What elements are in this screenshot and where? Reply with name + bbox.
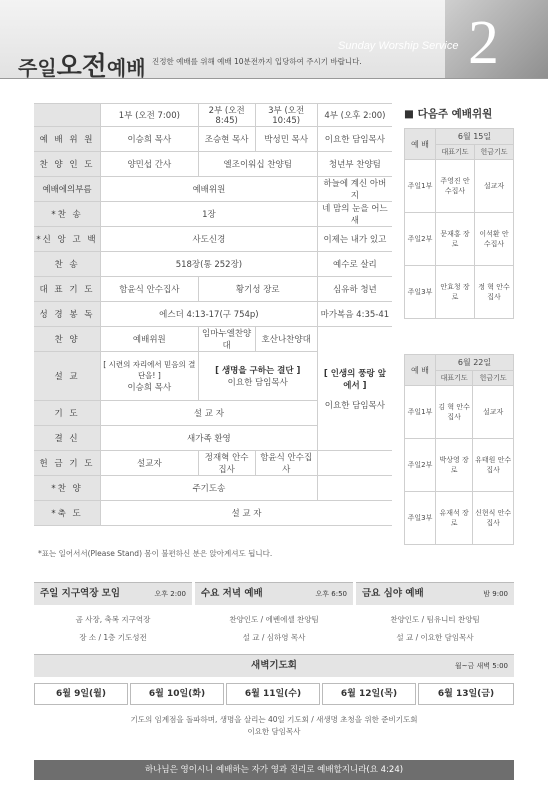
sunday-meeting-line-2: 장 소 / 1층 기도성전 — [79, 633, 147, 642]
row-label: *신 앙 고 백 — [34, 227, 101, 252]
table-cell: 이승희 목사 — [101, 127, 199, 152]
footer-verse: 하나님은 영이시니 예배하는 자가 영과 진리로 예배할지니라(요 4:24) — [34, 760, 514, 780]
title-part-2: 오전 — [56, 52, 107, 82]
table-cell: 주일2부 — [405, 439, 436, 492]
header-english-title: Sunday Worship Service — [338, 40, 459, 52]
table-cell: 심유하 청년 — [317, 277, 392, 302]
table-cell: 안효청 장로 — [436, 266, 475, 319]
table-row — [405, 386, 514, 439]
table-cell: 6월 15일 — [436, 129, 514, 145]
row-label: 예배에의부름 — [34, 177, 101, 202]
table-cell: 청년부 찬양팀 — [317, 152, 392, 177]
table-row — [34, 451, 392, 476]
service-4-header: 4부 (오후 2:00) — [317, 104, 392, 127]
friday-service-bar — [356, 582, 514, 605]
dawn-date: 6월 13일(금) — [418, 683, 514, 705]
row-label: 찬 송 — [34, 252, 101, 277]
table-cell: 이제는 내가 있고 — [317, 227, 392, 252]
table-cell: 설 교 자 — [101, 501, 393, 526]
header-description: 진정한 예배를 위해 예배 10분전까지 입당하여 주시기 바랍니다. — [152, 57, 362, 66]
table-cell: 설교자 — [101, 451, 199, 476]
sunday-meeting-line-1: 곰 사장, 축복 지구역장 — [75, 615, 151, 624]
wednesday-service-bar — [195, 582, 353, 605]
table-cell: 호산나찬양대 — [255, 327, 317, 352]
table-row — [34, 277, 392, 302]
table-cell: 하늘에 계신 아버지 — [317, 177, 392, 202]
row-label: 예 배 위 원 — [34, 127, 101, 152]
table-row — [405, 266, 514, 319]
table-row — [405, 439, 514, 492]
table-cell: 헌금기도 — [475, 144, 514, 160]
wednesday-service-line-1: 찬양인도 / 에벤에셀 찬양팀 — [229, 615, 319, 624]
dawn-date: 6월 12일(목) — [322, 683, 416, 705]
worship-order-table — [34, 103, 392, 526]
table-cell: 새가족 환영 — [101, 426, 318, 451]
table-cell: 주일2부 — [405, 213, 436, 266]
table-cell: 설교자 — [475, 160, 514, 213]
table-cell: 네 맘의 눈을 어느새 — [317, 202, 392, 227]
table-cell: 주일3부 — [405, 266, 436, 319]
dawn-prayer-time: 월~금 새벽 5:00 — [454, 662, 508, 670]
table-cell: 마가복음 4:35-41 — [317, 302, 392, 327]
table-row — [405, 213, 514, 266]
table-cell: 문재홍 장로 — [436, 213, 475, 266]
table-cell: 1장 — [101, 202, 318, 227]
table-cell: 설교자 — [473, 386, 514, 439]
header-blank-cell — [34, 104, 101, 127]
dawn-prayer-dates — [34, 683, 514, 705]
table-cell: 신현식 안수집사 — [473, 492, 514, 545]
row-label: 결 신 — [34, 426, 101, 451]
side-title: ■ 다음주 예배위원 — [404, 108, 493, 120]
table-cell: 에스더 4:13-17(구 754p) — [101, 302, 318, 327]
sunday-meeting-bar — [34, 582, 192, 605]
table-row — [405, 492, 514, 545]
row-label: 설 교 — [34, 352, 101, 401]
table-cell: 엘조이워십 찬양팀 — [198, 152, 317, 177]
table-cell: 양민섭 간사 — [101, 152, 199, 177]
table-cell: 주일1부 — [405, 386, 436, 439]
table-row — [34, 202, 392, 227]
table-row — [34, 177, 392, 202]
table-cell: 대표기도 — [436, 144, 475, 160]
dawn-date: 6월 10일(화) — [130, 683, 224, 705]
table-cell: 이요한 담임목사 — [317, 127, 392, 152]
table-cell: 함윤식 안수집사 — [255, 451, 317, 476]
friday-service-line-2: 설 교 / 이요한 담임목사 — [396, 633, 474, 642]
table-cell: 임마누엘찬양대 — [198, 327, 255, 352]
next-week-table-2 — [404, 354, 514, 545]
row-label: 헌 금 기 도 — [34, 451, 101, 476]
friday-service-time: 밤 9:00 — [483, 590, 508, 598]
table-cell: 이석환 안수집사 — [475, 213, 514, 266]
table-cell: 박상영 장로 — [436, 439, 473, 492]
dawn-prayer-desc: 기도의 임계점을 돌파하며, 생명을 살리는 40일 기도회 / 새생명 초청을 위한 준비기도회 — [130, 715, 418, 724]
sunday-meeting-time: 오후 2:00 — [154, 590, 186, 598]
wednesday-service-line-2: 설 교 / 심하영 목사 — [242, 633, 306, 642]
table-cell: 김 혁 안수집사 — [436, 386, 473, 439]
table-row — [34, 501, 392, 526]
table-cell: 6월 22일 — [436, 355, 514, 371]
table-row — [34, 252, 392, 277]
table-cell: 예 배 — [405, 355, 436, 386]
table-cell: 주일1부 — [405, 160, 436, 213]
table-cell: 설 교 자 — [101, 401, 318, 426]
title-part-1: 주일 — [18, 56, 57, 80]
title-part-3: 예배 — [106, 56, 146, 80]
sermon-1-pastor: 이승희 목사 — [127, 383, 172, 393]
table-row — [34, 152, 392, 177]
row-label: 찬 양 인 도 — [34, 152, 101, 177]
dawn-date: 6월 11일(수) — [226, 683, 320, 705]
service-1-header: 1부 (오전 7:00) — [101, 104, 199, 127]
table-cell: 유태원 안수집사 — [473, 439, 514, 492]
row-label: *찬 양 — [34, 476, 101, 501]
page-title — [18, 46, 146, 83]
sermon-2-title: [ 생명을 구하는 결단 ] — [215, 366, 301, 376]
row-label: *찬 송 — [34, 202, 101, 227]
schedule-box — [34, 582, 514, 736]
dawn-date: 6월 9일(월) — [34, 683, 128, 705]
table-row — [34, 302, 392, 327]
row-label: 대 표 기 도 — [34, 277, 101, 302]
wednesday-service-title: 수요 저녁 예배 — [201, 588, 263, 599]
dawn-prayer-pastor: 이요한 담임목사 — [247, 727, 301, 736]
table-cell: 함윤식 안수집사 — [101, 277, 199, 302]
table-cell: 예수로 살리 — [317, 252, 392, 277]
table-cell — [317, 451, 392, 476]
page-number: 2 — [468, 9, 499, 77]
table-row — [34, 227, 392, 252]
table-row — [405, 160, 514, 213]
next-week-table-1 — [404, 128, 514, 319]
table-cell: 예 배 — [405, 129, 436, 160]
service-3-header: 3부 (오전 10:45) — [255, 104, 317, 127]
row-label: 기 도 — [34, 401, 101, 426]
sermon-1-title: [ 시련의 자리에서 믿음의 결단을! ] — [103, 360, 196, 380]
table-cell: 예배위원 — [101, 177, 318, 202]
table-cell: 사도신경 — [101, 227, 318, 252]
row-label: *축 도 — [34, 501, 101, 526]
table-row — [34, 127, 392, 152]
table-cell: 정재혁 안수집사 — [198, 451, 255, 476]
table-cell: 박성민 목사 — [255, 127, 317, 152]
friday-service-line-1: 찬양인도 / 팀유니티 찬양팀 — [390, 615, 480, 624]
sermon-2-pastor: 이요한 담임목사 — [227, 378, 288, 388]
row-label: 성 경 봉 독 — [34, 302, 101, 327]
table-cell: 황기성 장로 — [198, 277, 317, 302]
sermon-4-title: [ 인생의 풍랑 앞에서 ] — [323, 368, 386, 391]
friday-service-title: 금요 심야 예배 — [362, 588, 424, 599]
wednesday-service-time: 오후 6:50 — [315, 590, 347, 598]
sermon-2-cell — [198, 352, 317, 401]
table-cell: 518장(통 252장) — [101, 252, 318, 277]
table-cell: 정 혁 안수집사 — [475, 266, 514, 319]
table-cell: 주일3부 — [405, 492, 436, 545]
table-row — [405, 355, 514, 371]
table-cell: 헌금기도 — [473, 370, 514, 386]
table-cell: 조승현 목사 — [198, 127, 255, 152]
table-cell: 예배위원 — [101, 327, 199, 352]
stand-note: *표는 일어서서(Please Stand) 몸이 불편하신 분은 앉아계셔도 됩니다. — [38, 549, 273, 558]
service-2-header: 2부 (오전 8:45) — [198, 104, 255, 127]
sermon-4-pastor: 이요한 담임목사 — [324, 400, 385, 411]
dawn-prayer-bar — [34, 654, 514, 677]
table-row — [405, 129, 514, 145]
table-cell: 주영진 안수집사 — [436, 160, 475, 213]
table-cell — [317, 476, 392, 501]
dawn-prayer-title: 새벽기도회 — [251, 660, 297, 671]
sunday-meeting-title: 주일 지구역장 모임 — [40, 588, 121, 599]
table-cell: 유재석 장로 — [436, 492, 473, 545]
sermon-1-cell — [101, 352, 199, 401]
sermon-4-cell — [317, 327, 392, 451]
row-label: 찬 양 — [34, 327, 101, 352]
table-row — [34, 327, 392, 352]
header-banner — [0, 0, 548, 82]
table-cell: 대표기도 — [436, 370, 473, 386]
table-header-row — [34, 104, 392, 127]
table-row — [34, 476, 392, 501]
table-cell: 주기도송 — [101, 476, 318, 501]
